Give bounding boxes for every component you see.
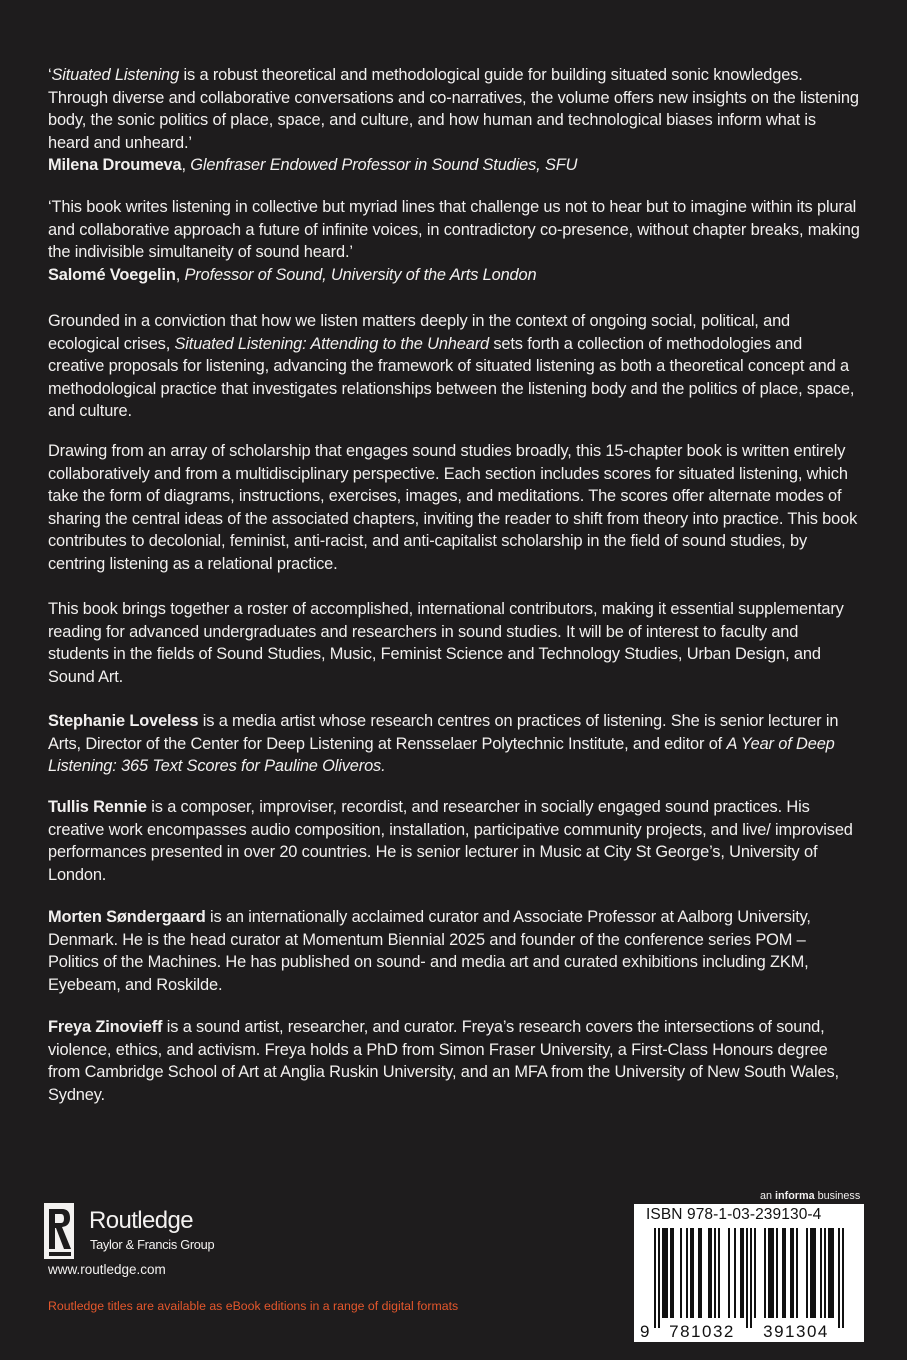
barcode-bar <box>828 1228 830 1318</box>
bio-freya-zinovieff: Freya Zinovieff is a sound artist, researcher, and curator. Freya’s research covers the intersections of sound, violence, ethics, and activism. Freya holds a PhD from Simon Fraser University, a First-Class Honours degree from Cambridge School of Art at Anglia Ruskin University, and an MFA from the University of New South Wales, Sydney. <box>48 1018 839 1104</box>
barcode-bar <box>810 1228 812 1318</box>
quote-affiliation: Professor of Sound, University of the Arts London <box>184 265 537 284</box>
barcode-bar <box>764 1228 766 1318</box>
barcode-bar <box>784 1228 786 1318</box>
barcode-icon <box>634 1204 864 1342</box>
barcode-bar <box>710 1228 712 1318</box>
description-paragraph-1: Grounded in a conviction that how we listen matters deeply in the context of ongoing social, political, and ecological crises, Situated Listening: Attending to the Unheard sets forth a collection of methodologies and creative proposals for listening, advancing the framework of situated listening as both a theoretical concept and a methodological practice that investigates relationships between the listening body and the politics of place, space, and culture. <box>48 312 855 421</box>
bio-name: Freya Zinovieff <box>48 1018 163 1036</box>
barcode-bar <box>686 1228 688 1318</box>
description-paragraph-3: This book brings together a roster of accomplished, international contributors, making it essential supplementary reading for advanced undergraduates and researchers in sound studies. It will be of interest to faculty and students in the fields of Sound Studies, Music, Feminist Science and Technology Studies, Urban Design, and Sound Art. <box>48 600 844 686</box>
barcode-bar <box>700 1228 702 1318</box>
quote-affiliation: Glenfraser Endowed Professor in Sound Studies, SFU <box>190 156 578 175</box>
barcode-bar <box>670 1228 672 1318</box>
barcode-bar <box>830 1228 832 1318</box>
barcode-bar <box>690 1228 692 1318</box>
barcode-bar <box>832 1228 834 1318</box>
barcode-bar <box>820 1228 822 1318</box>
publisher-url[interactable]: www.routledge.com <box>48 1262 166 1277</box>
barcode-bar <box>692 1228 694 1318</box>
barcode-guard-bar <box>658 1228 660 1328</box>
barcode-bar <box>768 1228 770 1318</box>
quote-attribution: Milena Droumeva, Glenfraser Endowed Professor in Sound Studies, SFU <box>48 156 578 175</box>
barcode-bar <box>662 1228 664 1318</box>
barcode-bar <box>740 1228 742 1318</box>
barcode-bar <box>814 1228 816 1318</box>
barcode-bar <box>806 1228 808 1318</box>
barcode-bar <box>772 1228 774 1318</box>
barcode-bar <box>782 1228 784 1318</box>
quote-text: ‘This book writes listening in collective but myriad lines that challenge us not to hear but to imagine within its plural and collaborative approach a future of infinite voices, in contradictory co-presence, without chapter breaks, making the indivisible simultaneity of sound heard.’ <box>48 198 860 262</box>
barcode-bar <box>776 1228 778 1318</box>
routledge-logo <box>40 1203 280 1263</box>
barcode-bar <box>728 1228 730 1318</box>
barcode-guard-bar <box>746 1228 748 1328</box>
barcode-bar <box>754 1228 756 1318</box>
bio-stephanie-loveless: Stephanie Loveless is a media artist whose research centres on practices of listening. She is senior lecturer in Arts, Director of the Center for Deep Listening at Rensselaer Polytechnic Institute, and editor of A Year of Deep Listening: 365 Text Scores for Pauline Oliveros. <box>48 712 839 776</box>
book-title: Situated Listening: Attending to the Unheard <box>174 334 489 353</box>
barcode-bar <box>734 1228 736 1318</box>
informa-business-label: an informa business <box>760 1190 861 1202</box>
barcode-guard-bar <box>750 1228 752 1328</box>
routledge-r-icon <box>40 1203 80 1263</box>
barcode-bar <box>680 1228 682 1318</box>
quote-salome-voegelin <box>48 196 860 286</box>
quote-milena-droumeva <box>48 64 860 177</box>
barcode-bar <box>718 1228 720 1318</box>
barcode-bar <box>698 1228 700 1318</box>
bio-morten-sondergaard: Morten Søndergaard is an internationally acclaimed curator and Associate Professor at Aalborg University, Denmark. He is the head curator at Momentum Biennial 2025 and founder of the conference series POM – Politics of the Machines. He has published on sound- and media art and curated exhibitions including ZKM, Eyebeam, and Roskilde. <box>48 908 811 994</box>
barcode-guard-bar <box>842 1228 844 1328</box>
barcode-bar <box>790 1228 792 1318</box>
publisher-group: Taylor & Francis Group <box>90 1237 215 1252</box>
barcode-bar <box>666 1228 668 1318</box>
barcode-bar <box>792 1228 794 1318</box>
description-paragraph-2: Drawing from an array of scholarship that engages sound studies broadly, this 15-chapter book is written entirely collaboratively and from a multidisciplinary perspective. Each section includes scores for situated listening, which take the form of diagrams, instructions, exercises, images, and meditations. The scores offer alternate modes of sharing the central ideas of the associated chapters, inviting the reader to shift from theory into practice. This book contributes to decolonial, feminist, anti-racist, and anti-capitalist scholarship in the field of sound studies, by centring listening as a relational practice. <box>48 442 858 573</box>
quote-author: Milena Droumeva <box>48 156 182 175</box>
quote-attribution: Salomé Voegelin, Professor of Sound, University of the Arts London <box>48 265 537 284</box>
bio-name: Stephanie Loveless <box>48 712 199 730</box>
barcode-bar <box>672 1228 674 1318</box>
barcode-bar <box>742 1228 744 1318</box>
book-title: A Year of Deep Listening: 365 Text Scores for Pauline Oliveros. <box>48 734 835 776</box>
barcode-bar <box>796 1228 798 1318</box>
barcode-guard-bar <box>838 1228 840 1328</box>
barcode-bar <box>770 1228 772 1318</box>
ebook-note: Routledge titles are available as eBook editions in a range of digital formats <box>48 1299 459 1313</box>
barcode-bar <box>714 1228 716 1318</box>
barcode-first-digit: 9 <box>640 1322 650 1341</box>
barcode-bar <box>824 1228 826 1318</box>
barcode-bar <box>664 1228 666 1318</box>
barcode-bar <box>812 1228 814 1318</box>
isbn-label: ISBN 978-1-03-239130-4 <box>646 1206 822 1223</box>
bio-name: Morten Søndergaard <box>48 908 206 926</box>
bio-name: Tullis Rennie <box>48 798 147 816</box>
barcode-right-digits: 391304 <box>763 1322 829 1341</box>
isbn-barcode <box>634 1204 864 1342</box>
barcode-guard-bar <box>654 1228 656 1328</box>
quote-author: Salomé Voegelin <box>48 265 176 284</box>
barcode-left-digits: 781032 <box>669 1322 735 1341</box>
publisher-name: Routledge <box>89 1207 194 1234</box>
barcode-bar <box>708 1228 710 1318</box>
bio-tullis-rennie: Tullis Rennie is a composer, improviser, recordist, and researcher in socially engaged sound practices. His creative work encompasses audio composition, installation, participative community projects, and live/ improvised performances presented in over 20 countries. He is senior lecturer in Music at City St George’s, University of London. <box>48 798 853 884</box>
quote-text: ‘Situated Listening is a robust theoretical and methodological guide for building situated sonic knowledges. Through diverse and collaborative conversations and co-narratives, the volume offers new insights on the listening body, the sonic politics of place, space, and culture, and how human and technological biases inform what is heard and unheard.’ <box>48 66 859 152</box>
book-title: Situated Listening <box>51 66 180 84</box>
